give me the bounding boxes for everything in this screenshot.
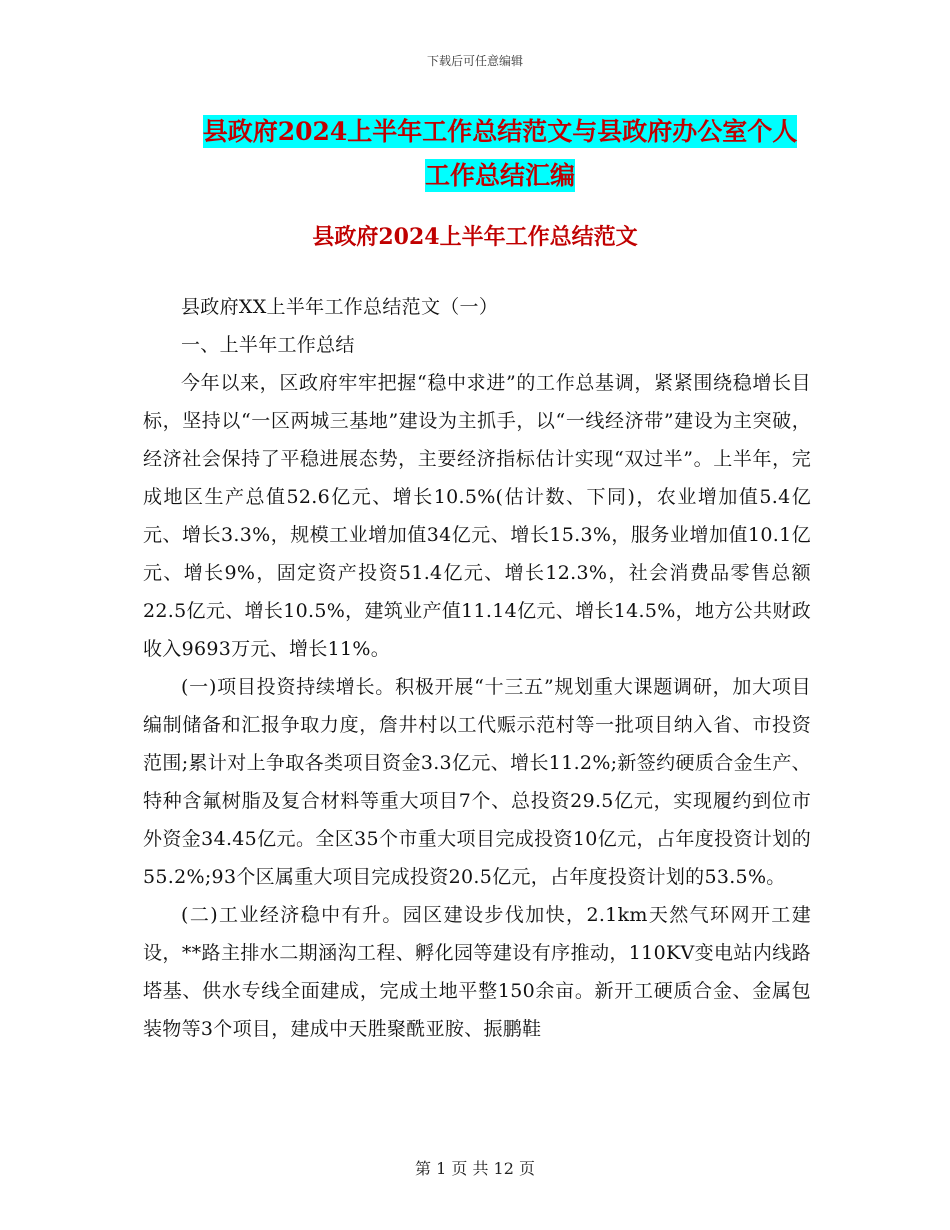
paragraph: (一)项目投资持续增长。积极开展“十三五”规划重大课题调研，加大项目编制储备和汇报争取力度，詹井村以工代赈示范村等一批项目纳入省、市投资范围;累计对上争取各类项目资金3.3亿元、增长11.2%;新签约硬质合金生产、特种含氟树脂及复合材料等重大项目7个、总投资29.5亿元，实现履约到位市外资金34.45亿元。全区35个市重大项目完成投资10亿元，占年度投资计划的55.2%;93个区属重大项目完成投资20.5亿元，占年度投资计划的53.5%。 <box>143 676 811 888</box>
document-title <box>140 110 860 198</box>
paragraph: 县政府XX上半年工作总结范文（一） <box>181 296 499 318</box>
document-body <box>143 288 811 1048</box>
paragraph: (二)工业经济稳中有升。园区建设步伐加快，2.1km天然气环网开工建设，**路主排水二期涵沟工程、孵化园等建设有序推动，110KV变电站内线路塔基、供水专线全面建成，完成土地平整150余亩。新开工硬质合金、金属包装物等3个项目，建成中天胜聚酰亚胺、振鹏鞋 <box>143 904 811 1040</box>
paragraph: 今年以来，区政府牢牢把握“稳中求进”的工作总基调，紧紧围绕稳增长目标，坚持以“一区两城三基地”建设为主抓手，以“一线经济带”建设为主突破，经济社会保持了平稳进展态势，主要经济指标估计实现“双过半”。上半年，完成地区生产总值52.6亿元、增长10.5%(估计数、下同)，农业增加值5.4亿元、增长3.3%，规模工业增加值34亿元、增长15.3%，服务业增加值10.1亿元、增长9%，固定资产投资51.4亿元、增长12.3%，社会消费品零售总额22.5亿元、增长10.5%，建筑业产值11.14亿元、增长14.5%，地方公共财政收入9693万元、增长11%。 <box>143 372 811 660</box>
title-line-1: 县政府2024上半年工作总结范文与县政府办公室个人 <box>202 117 798 146</box>
title-line-2: 工作总结汇编 <box>424 161 575 190</box>
page-footer: 第 1 页 共 12 页 <box>415 1159 535 1178</box>
header-note: 下载后可任意编辑 <box>426 54 523 68</box>
section-title: 县政府2024上半年工作总结范文 <box>312 224 638 250</box>
paragraph: 一、上半年工作总结 <box>181 334 355 356</box>
